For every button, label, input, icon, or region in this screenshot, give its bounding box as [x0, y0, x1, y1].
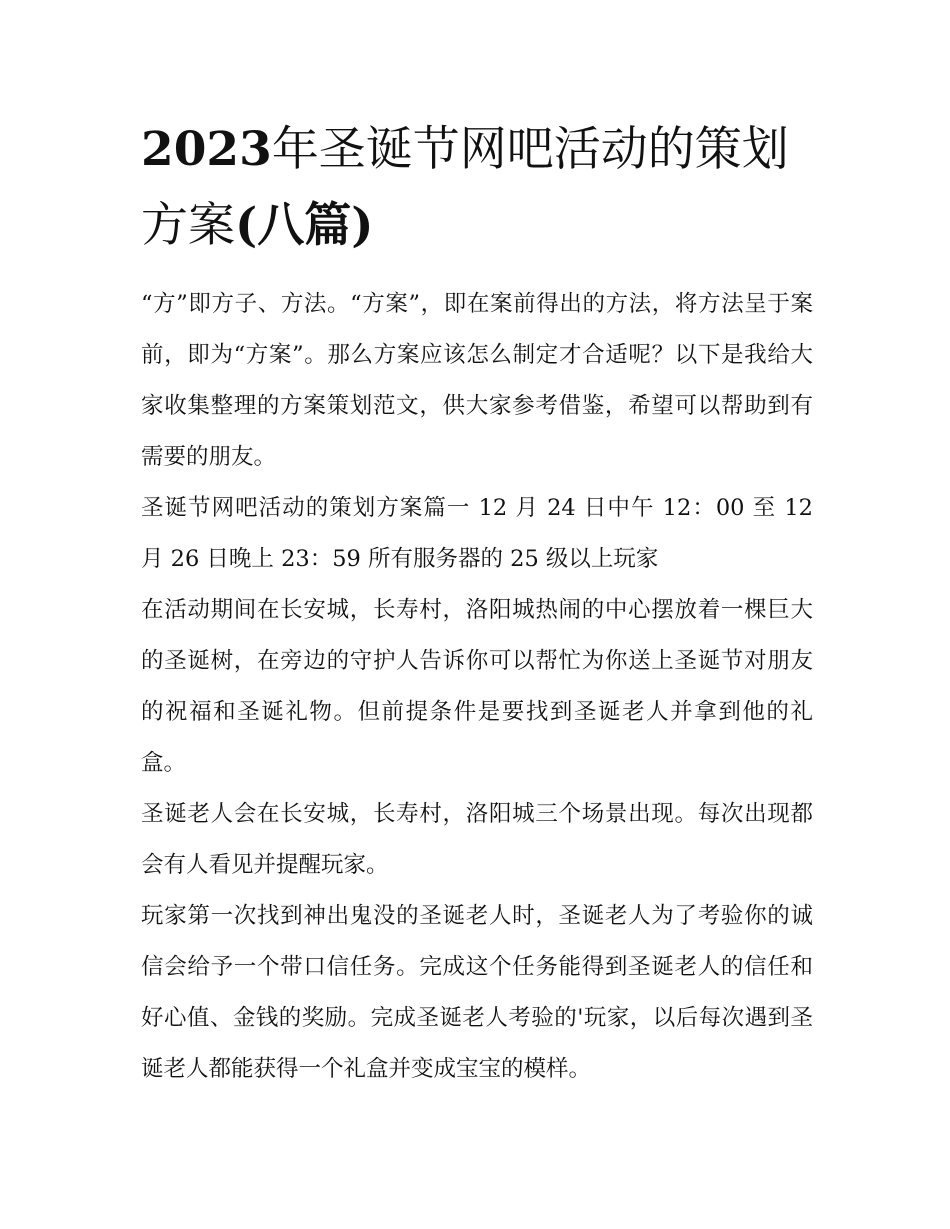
title-year: 2023	[141, 122, 272, 177]
paragraph-santa-task: 玩家第一次找到神出鬼没的圣诞老人时，圣诞老人为了考验你的诚信会给予一个带口信任务。完成这个任务能得到圣诞老人的信任和好心值、金钱的奖励。完成圣诞老人考验的'玩家，以后每次遇到圣诞老人都能获得一个礼盒并变成宝宝的模样。	[141, 903, 813, 1082]
title-text: 年圣诞节网吧活动的策划方案	[141, 122, 789, 253]
paragraph-intro: “方”即方子、方法。“方案”，即在案前得出的方法，将方法呈于案前，即为“方案”。那么方案应该怎么制定才合适呢？以下是我给大家收集整理的方案策划范文，供大家参考借鉴，希望可以帮助到有需要的朋友。	[141, 291, 813, 470]
title-suffix: (八篇)	[235, 198, 374, 253]
document-page	[141, 112, 813, 1095]
paragraph-event-time: 圣诞节网吧活动的策划方案篇一 12 月 24 日中午 12：00 至 12 月 26 日晚上 23：59 所有服务器的 25 级以上玩家	[141, 495, 813, 572]
document-title	[141, 112, 813, 264]
paragraph-santa-appearance: 圣诞老人会在长安城，长寿村，洛阳城三个场景出现。每次出现都会有人看见并提醒玩家。	[141, 801, 813, 878]
paragraph-christmas-tree: 在活动期间在长安城，长寿村，洛阳城热闹的中心摆放着一棵巨大的圣诞树，在旁边的守护人告诉你可以帮忙为你送上圣诞节对朋友的祝福和圣诞礼物。但前提条件是要找到圣诞老人并拿到他的礼盒。	[141, 597, 813, 776]
document-body	[141, 279, 813, 1095]
